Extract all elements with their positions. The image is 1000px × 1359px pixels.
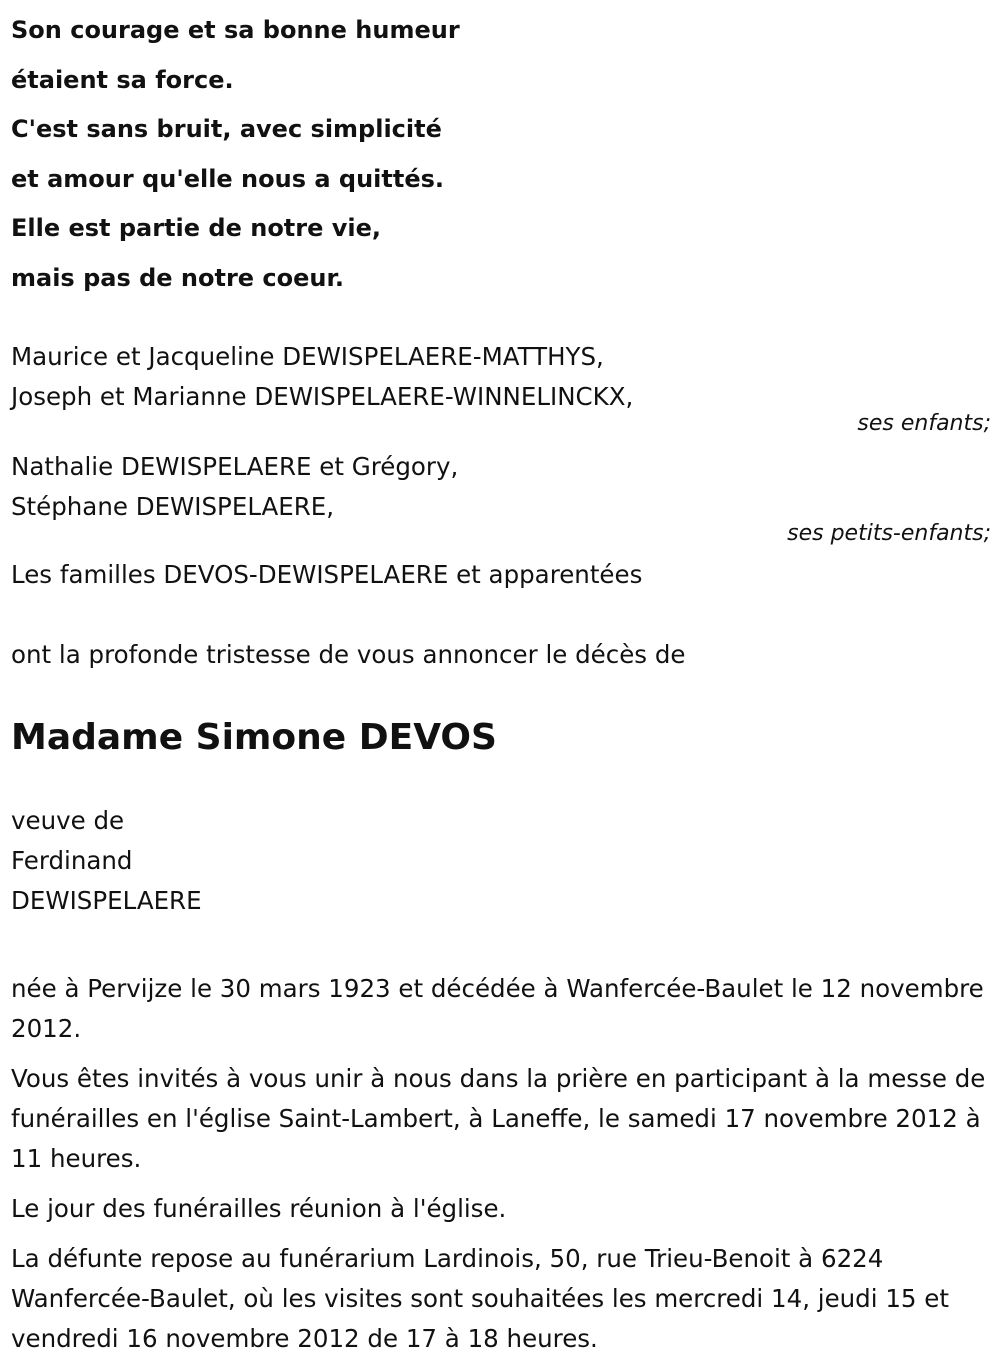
widow-line: Ferdinand <box>11 846 133 875</box>
poem-line: étaient sa force. <box>11 65 234 94</box>
poem-line: et amour qu'elle nous a quittés. <box>11 164 445 193</box>
announcement-text: ont la profonde tristesse de vous annoncer le décès de <box>11 640 686 669</box>
poem-line: mais pas de notre coeur. <box>11 263 345 292</box>
widow-line: veuve de <box>11 806 125 835</box>
grandchildren-role: ses petits-enfants; <box>787 521 991 546</box>
birth-death-paragraph: née à Pervijze le 30 mars 1923 et décédée à Wanfercée-Baulet le 12 novembre 2012. <box>11 974 984 1043</box>
families-line: Les familles DEVOS-DEWISPELAERE et apparentées <box>11 560 643 589</box>
memorial-poem <box>11 0 991 303</box>
funeral-mass-paragraph: Vous êtes invités à vous unir à nous dans la prière en participant à la messe de funérailles en l'église Saint-Lambert, à Laneffe, le samedi 17 novembre 2012 à 11 heures. <box>11 1064 986 1173</box>
child-name: Joseph et Marianne DEWISPELAERE-WINNELINCKX, <box>11 382 634 411</box>
grandchild-name: Stéphane DEWISPELAERE, <box>11 492 335 521</box>
poem-line: Elle est partie de notre vie, <box>11 214 382 242</box>
obituary-notice <box>11 0 991 1359</box>
poem-line: C'est sans bruit, avec simplicité <box>11 115 442 143</box>
widow-of-block <box>11 801 991 921</box>
children-block <box>11 337 991 417</box>
gathering-paragraph: Le jour des funérailles réunion à l'église. <box>11 1194 507 1223</box>
visitation-paragraph: La défunte repose au funérarium Lardinois, 50, rue Trieu-Benoit à 6224 Wanfercée-Baulet, où les visites sont souhaitées les mercredi 14, jeudi 15 et vendredi 16 novembre 2012 de 17 à 18 heures. <box>11 1244 949 1353</box>
deceased-name: Madame Simone DEVOS <box>11 717 497 758</box>
child-name: Maurice et Jacqueline DEWISPELAERE-MATTHYS, <box>11 342 604 371</box>
grandchild-name: Nathalie DEWISPELAERE et Grégory, <box>11 452 459 481</box>
grandchildren-block <box>11 447 991 527</box>
widow-line: DEWISPELAERE <box>11 886 202 915</box>
poem-line: Son courage et sa bonne humeur <box>11 16 460 44</box>
children-role: ses enfants; <box>857 411 991 436</box>
